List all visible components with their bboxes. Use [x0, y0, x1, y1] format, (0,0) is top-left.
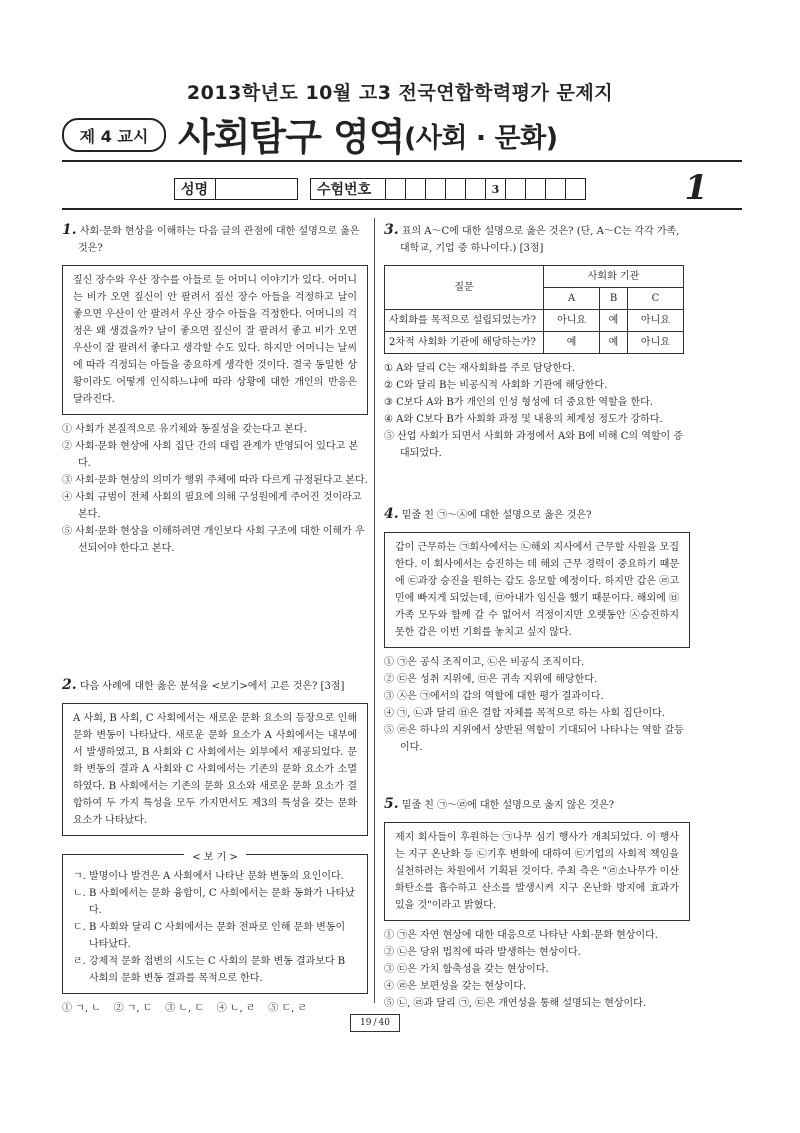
exam-number-cell[interactable]	[526, 178, 546, 200]
table-row	[385, 310, 684, 332]
exam-number-cell[interactable]: 3	[486, 178, 506, 200]
choice-4[interactable]: ④ ㉣은 보편성을 갖는 현상이다.	[384, 981, 527, 992]
header-rule	[62, 160, 742, 162]
exam-number-cell[interactable]	[546, 178, 566, 200]
question-number: 1.	[62, 222, 77, 238]
choice-1[interactable]: ① ㉠은 자연 현상에 대한 대응으로 나타난 사회·문화 현상이다.	[384, 930, 658, 941]
exam-number-cell[interactable]	[466, 178, 486, 200]
question-number: 4.	[384, 506, 399, 522]
table-cell: 아니요	[544, 310, 600, 332]
passage-box: 짚신 장수와 우산 장수를 아들로 둔 어머니 이야기가 있다. 어머니는 비가 오면 짚신이 안 팔려서 짚신 장수 아들을 걱정하고 날이 좋으면 우산이 안 팔려서 우산 장수 아들을 걱정한다. 어머니의 걱정은 왜 생겼을까? 날이 좋으면 짚신이 잘 팔려서 좋고 비가 오면 우산이 잘 팔려서 좋다고 생각할 수도 있다. 하지만 어머니는 날씨에 따라 걱정되는 아들을 중요하게 생각한 것이다. 결국 동일한 상황이라도 어떻게 인식하느냐에 따라 상황에 대한 개인의 반응은 달라진다.	[62, 265, 368, 415]
bogi-box	[62, 854, 368, 994]
choice-4[interactable]: ④ A와 C보다 B가 사회화 과정 및 내용의 체계성 정도가 강하다.	[384, 414, 663, 425]
table-cell: 예	[600, 310, 628, 332]
table-col-header: B	[600, 288, 628, 310]
header-rule-bottom	[62, 208, 742, 210]
choice-5[interactable]: ⑤ ㉣은 하나의 지위에서 상반된 역할이 기대되어 나타나는 역할 갈등이다.	[384, 725, 684, 753]
choice-list	[384, 654, 690, 756]
choice-2[interactable]: ② ㉡은 당위 법칙에 따라 발생하는 현상이다.	[384, 947, 581, 958]
choice-3[interactable]: ③ 사회·문화 현상의 의미가 행위 주체에 따라 다르게 규정된다고 본다.	[62, 475, 368, 486]
question-number: 5.	[384, 796, 399, 812]
subject-title: 사회탐구 영역	[178, 115, 405, 159]
table-cell: 예	[600, 332, 628, 354]
choice-1[interactable]: ① ㉠은 공식 조직이고, ㉡은 비공식 조직이다.	[384, 657, 585, 668]
left-column	[62, 222, 368, 1017]
table-cell: 아니요	[627, 310, 683, 332]
table-cell: 예	[544, 332, 600, 354]
name-label: 성명	[174, 178, 216, 200]
exam-header-title: 2013학년도 10월 고3 전국연합학력평가 문제지	[186, 82, 614, 104]
bogi-item: ㄴ. B 사회에서는 문화 융합이, C 사회에서는 문화 동화가 나타났다.	[73, 888, 355, 916]
bogi-item: ㄹ. 강제적 문화 접변의 시도는 C 사회의 문화 변동 결과보다 B 사회의 문화 변동 결과를 목적으로 한다.	[73, 956, 346, 984]
question-5	[384, 796, 690, 1012]
question-3	[384, 222, 690, 462]
subject-subtitle: (사회 · 문화)	[404, 123, 558, 154]
question-text: 다음 사례에 대한 옳은 분석을 <보기>에서 고른 것은? [3점]	[79, 681, 345, 692]
choice-list	[384, 360, 690, 462]
choice-1[interactable]: ① A와 달리 C는 재사회화를 주로 담당한다.	[384, 363, 575, 374]
passage-box: 갑이 근무하는 ㉠회사에서는 ㉡해외 지사에서 근무할 사원을 모집한다. 이 회사에서는 승진하는 데 해외 근무 경력이 중요하기 때문에 ㉢과장 승진을 원하는 갑도 응모할 예정이다. 하지만 갑은 ㉣고민에 빠지게 되었는데, ㉤아내가 임신을 했기 때문이다. 해외에 ㉥가족 모두와 함께 갈 수 없어서 걱정이지만 오랫동안 ㉦승진하지 못한 갑은 이번 기회를 놓치고 싶지 않다.	[384, 532, 690, 648]
choice-5[interactable]: ⑤ 산업 사회가 되면서 사회화 과정에서 A와 B에 비해 C의 역할이 증대되었다.	[384, 431, 684, 459]
question-text: 표의 A～C에 대한 설명으로 옳은 것은? (단, A～C는 각각 가족, 대학교, 기업 중 하나이다.) [3점]	[400, 226, 680, 254]
footer-page: 19	[360, 1018, 372, 1028]
footer-total: 40	[378, 1018, 390, 1028]
choice-list	[384, 927, 690, 1012]
table-header-group: 사회화 기관	[544, 266, 684, 288]
table-col-header: C	[627, 288, 683, 310]
table-col-header: A	[544, 288, 600, 310]
right-column	[384, 222, 690, 1012]
question-2	[62, 677, 368, 1017]
question-text: 밑줄 친 ㉠～㉣에 대한 설명으로 옳지 않은 것은?	[401, 800, 614, 811]
page-footer-box: 19 / 40	[350, 1014, 400, 1032]
choice-1[interactable]: ① 사회가 본질적으로 유기체와 동질성을 갖는다고 본다.	[62, 424, 307, 435]
passage-box: A 사회, B 사회, C 사회에서는 새로운 문화 요소의 등장으로 인해 문화 변동이 나타났다. 새로운 문화 요소가 A 사회에서는 내부에서 발생하였고, B 사회와 C 사회에서는 외부에서 제공되었다. 문화 변동의 결과 A 사회와 C 사회에서는 기존의 문화 요소가 소멸하였다. B 사회에서는 기존의 문화 요소와 새로운 문화 요소가 결합하여 두 가지 특성을 모두 가지면서도 제3의 특성을 갖는 문화 요소가 나타났다.	[62, 703, 368, 836]
name-row	[174, 178, 298, 200]
choice-4[interactable]: ④ 사회 규범이 전체 사회의 필요에 의해 구성원에게 주어진 것이라고 본다.	[62, 492, 362, 520]
table-header-question: 질문	[385, 266, 544, 310]
choice-4[interactable]: ④ ㉠, ㉡과 달리 ㉥은 결합 자체를 목적으로 하는 사회 집단이다.	[384, 708, 666, 719]
question-number: 2.	[62, 677, 77, 693]
choice-list	[62, 421, 368, 557]
name-field[interactable]	[216, 178, 298, 200]
exam-number-cell[interactable]	[506, 178, 526, 200]
exam-number-cell[interactable]	[566, 178, 586, 200]
choice-2[interactable]: ② 사회·문화 현상에 사회 집단 간의 대립 관계가 반영되어 있다고 본다.	[62, 441, 359, 469]
choice-3[interactable]: ③ C보다 A와 B가 개인의 인성 형성에 더 중요한 역할을 한다.	[384, 397, 654, 408]
bogi-item: ㄷ. B 사회와 달리 C 사회에서는 문화 전파로 인해 문화 변동이 나타났다.	[73, 922, 346, 950]
table-cell: 사회화를 목적으로 설립되었는가?	[385, 310, 544, 332]
choice-2[interactable]: ② ㉢은 성취 지위에, ㉤은 귀속 지위에 해당한다.	[384, 674, 598, 685]
question-text: 밑줄 친 ㉠～㉦에 대한 설명으로 옳은 것은?	[401, 510, 592, 521]
exam-number-cell[interactable]	[446, 178, 466, 200]
choice-3[interactable]: ③ ㉢은 가치 함축성을 갖는 현상이다.	[384, 964, 549, 975]
exam-number-label: 수험번호	[310, 178, 386, 200]
page-number: 1	[684, 168, 708, 208]
table-row	[385, 332, 684, 354]
choice-5[interactable]: ⑤ ㉡, ㉣과 달리 ㉠, ㉢은 개연성을 통해 설명되는 현상이다.	[384, 998, 647, 1009]
bogi-item: ㄱ. 발명이나 발견은 A 사회에서 나타난 문화 변동의 요인이다.	[73, 871, 344, 882]
exam-number-cell[interactable]	[406, 178, 426, 200]
period-badge: 제 4 교시	[62, 118, 166, 152]
passage-box: 제지 회사들이 후원하는 ㉠나무 심기 행사가 개최되었다. 이 행사는 지구 온난화 등 ㉡기후 변화에 대하여 ㉢기업의 사회적 책임을 실천하려는 차원에서 기획된 것이다. 주최 측은 "㉣소나무가 이산화탄소를 흡수하고 산소를 발생시켜 지구 온난화 방지에 효과가 있을 것"이라고 밝혔다.	[384, 822, 690, 921]
question-text: 사회·문화 현상을 이해하는 다음 글의 관점에 대한 설명으로 옳은 것은?	[78, 226, 360, 254]
table-cell: 아니요	[627, 332, 683, 354]
socialization-table	[384, 265, 684, 354]
choice-2[interactable]: ② C와 달리 B는 비공식적 사회화 기관에 해당한다.	[384, 380, 608, 391]
question-4	[384, 506, 690, 756]
question-1	[62, 222, 368, 557]
table-cell: 2차적 사회화 기관에 해당하는가?	[385, 332, 544, 354]
question-number: 3.	[384, 222, 399, 238]
exam-number-row	[310, 178, 586, 200]
exam-number-cell[interactable]	[426, 178, 446, 200]
bogi-title: < 보 기 >	[184, 852, 246, 863]
exam-number-cell[interactable]	[386, 178, 406, 200]
column-divider	[374, 218, 375, 1003]
answer-options[interactable]: ① ㄱ, ㄴ ② ㄱ, ㄷ ③ ㄴ, ㄷ ④ ㄴ, ㄹ ⑤ ㄷ, ㄹ	[62, 1003, 308, 1014]
choice-3[interactable]: ③ ㉦은 ㉠에서의 갑의 역할에 대한 평가 결과이다.	[384, 691, 604, 702]
choice-5[interactable]: ⑤ 사회·문화 현상을 이해하려면 개인보다 사회 구조에 대한 이해가 우선되어야 한다고 본다.	[62, 526, 365, 554]
